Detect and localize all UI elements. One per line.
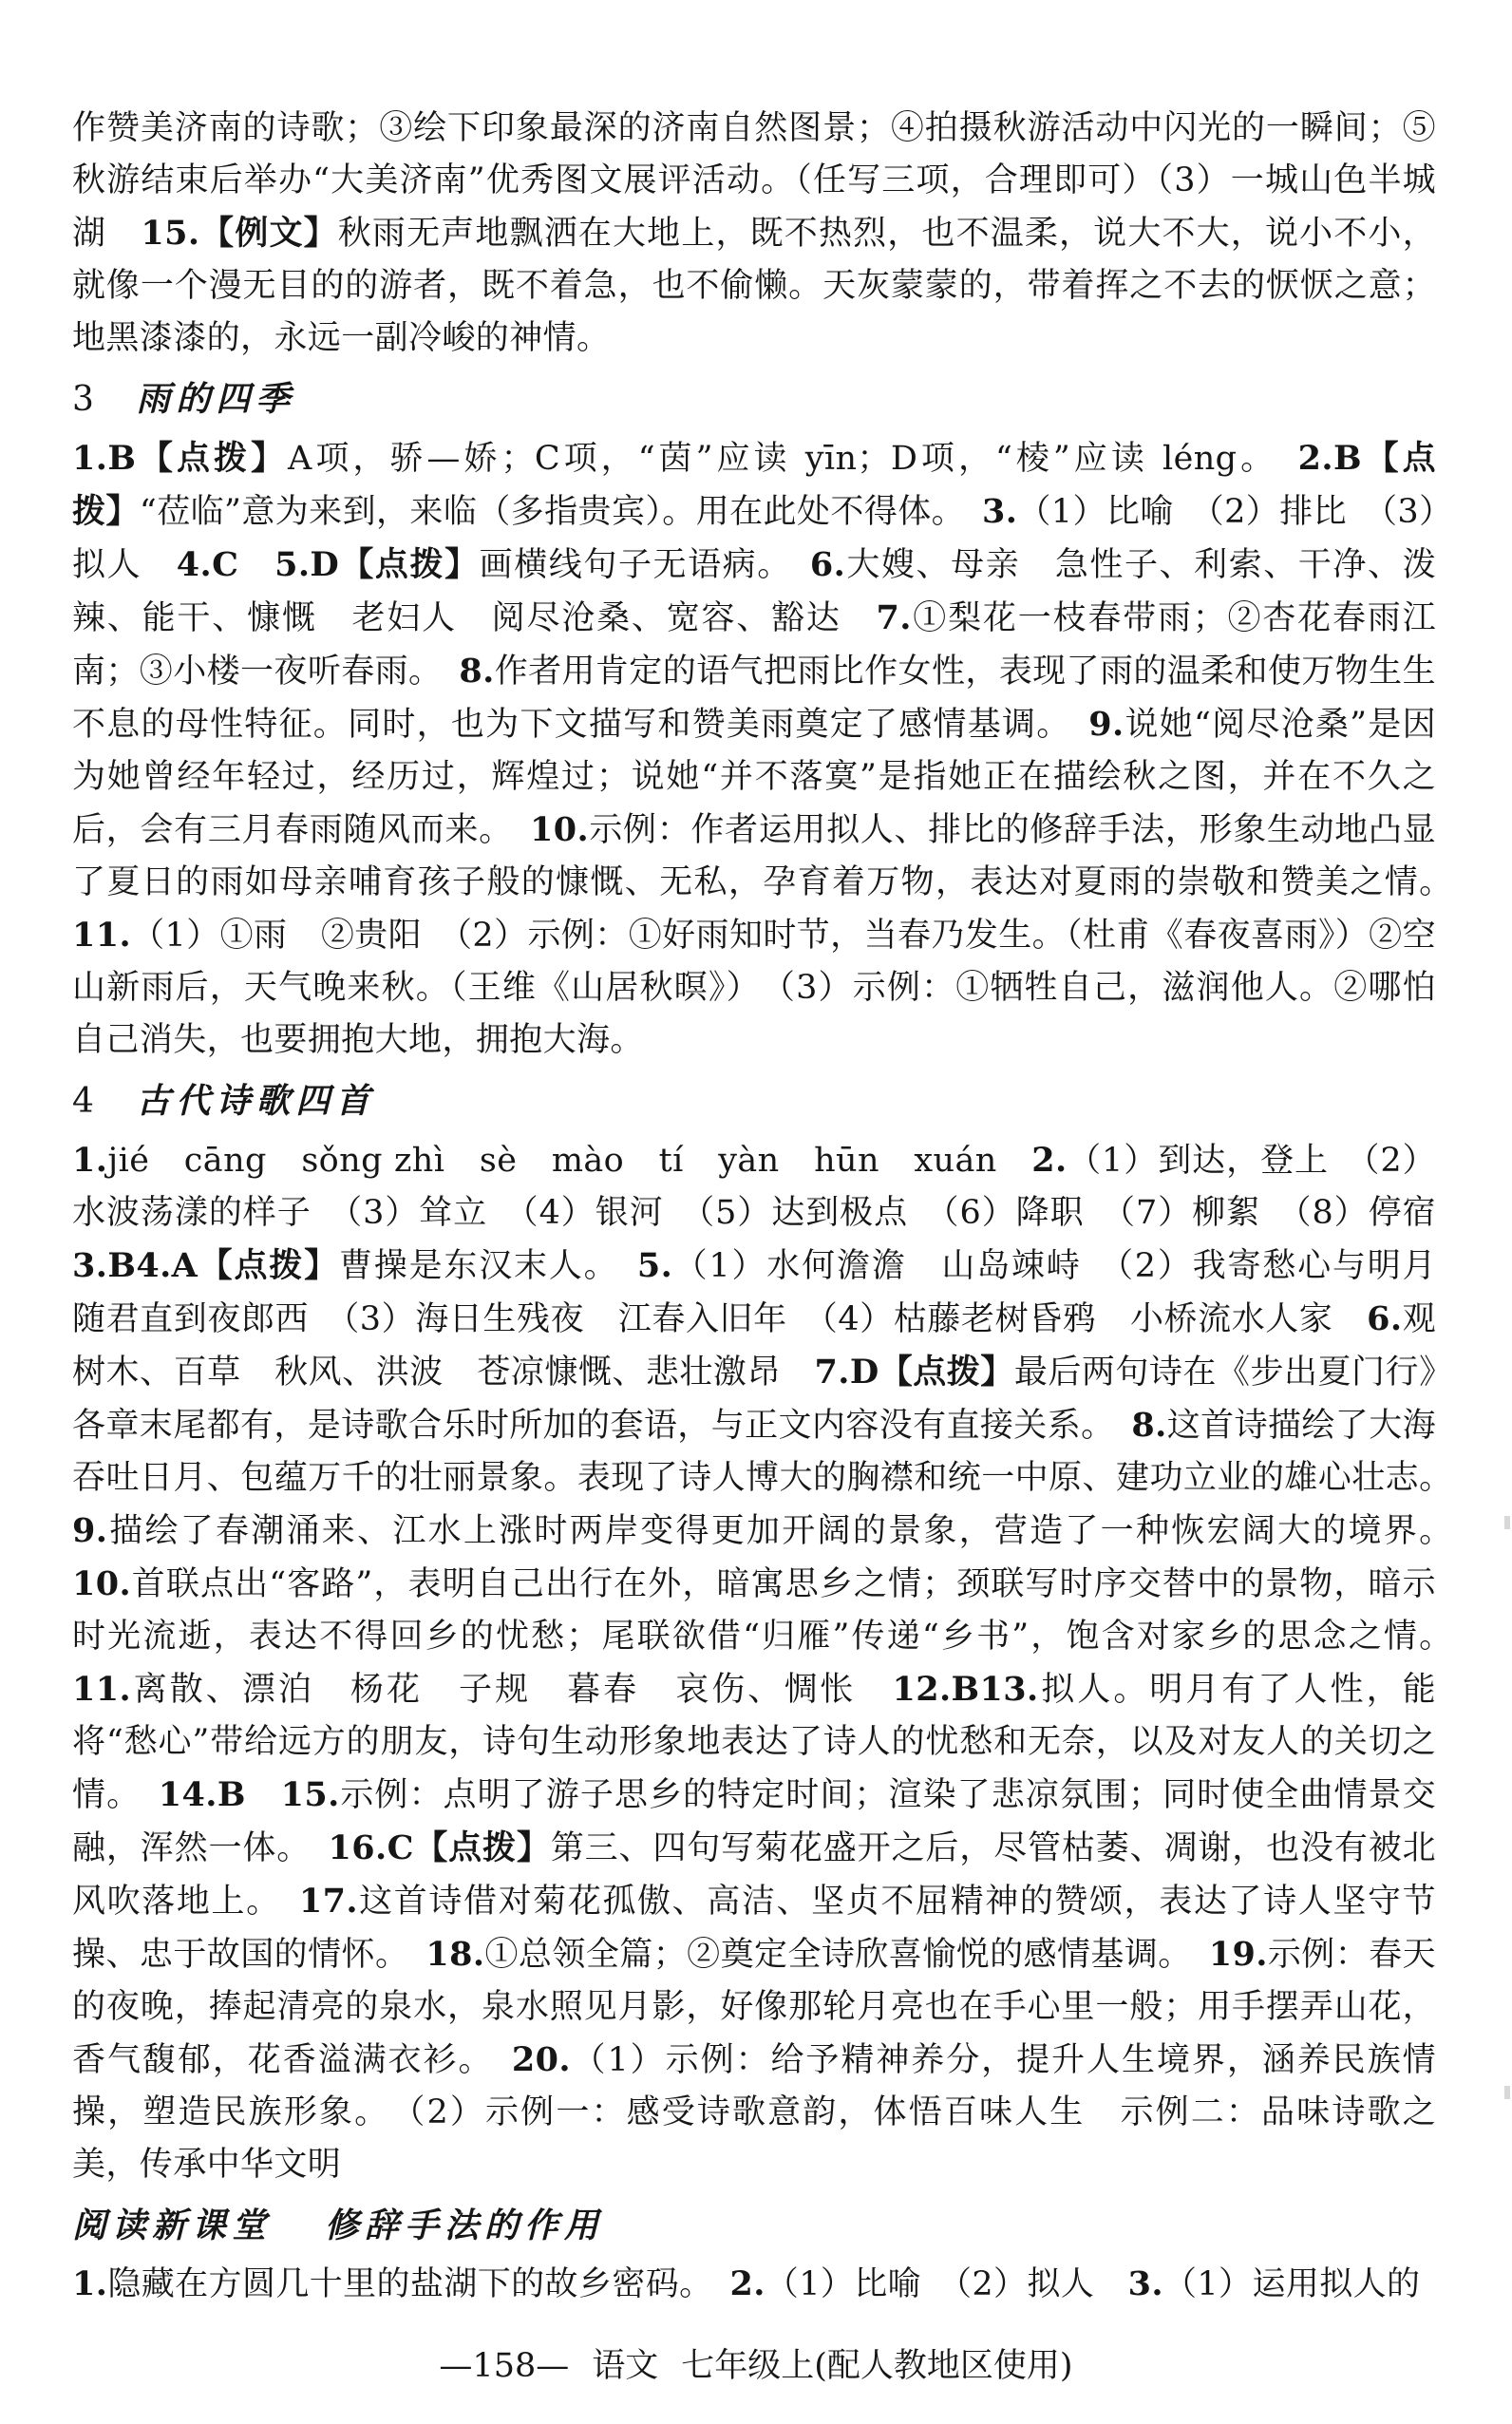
question-number: 14.B [158,1775,246,1814]
question-number: 8. [459,652,495,691]
reading-title-right: 修辞手法的作用 [325,2206,605,2245]
answer-text: 示例：点明了游子思乡的特定时间；渲染了悲凉氛围；同时使全曲情景交融，浑然一体。 [72,1776,1436,1867]
question-number: 10. [529,810,590,849]
answer-text: 第三、四句写菊花盛开之后，尽管枯萎、凋谢，也没有被北风吹落地上。 [72,1829,1437,1921]
question-number: 4.A [136,1246,198,1285]
question-number: 6. [1367,1299,1403,1338]
hint-tag: 【点拨】 [198,1246,339,1285]
answer-text: 最后两句诗在《步出夏门行》各章末尾都有，是诗歌合乐时所加的套语，与正文内容没有直接关系。 [72,1354,1436,1445]
answer-text: 拟人。明月有了人性，能将“愁心”带给远方的朋友，诗句生动形象地表达了诗人的忧愁和无奈，以及对友人的关切之情。 [72,1671,1437,1814]
question-number: 2. [729,2264,765,2303]
intro-paragraph [72,103,1436,365]
answer-text: 这首诗借对菊花孤傲、高洁、坚贞不屈精神的赞颂，表达了诗人坚守节操、忠于故国的情怀。 [72,1883,1436,1974]
answer-text: （1）①雨 ②贵阳 （2）示例：①好雨知时节，当春乃发生。（杜甫《春夜喜雨》）②空山新雨后，天气晚来秋。（王维《山居秋暝》） （3）示例：①牺牲自己，滋润他人。②哪怕自己消失，也要拥抱大地，拥抱大海。 [72,917,1436,1059]
question-number: 1.B [72,439,137,478]
answer-text: 曹操是东汉末人。 [338,1247,637,1285]
question-number: 3.B [72,1246,137,1285]
footer-subject: 语文 [592,2347,659,2385]
section-number: 3 [72,380,95,419]
answer-text: 描绘了春潮涌来、江水上涨时两岸变得更加开阔的景象，营造了一种恢宏阔大的境界。 [107,1512,1470,1550]
answer-text [238,546,274,584]
answer-text: 示例：春天的夜晚，捧起清亮的泉水，泉水照见月影，好像那轮月亮也在手心里一般；用手摆弄山花，香气馥郁，花香溢满衣衫。 [72,1936,1436,2079]
section-3-heading [72,372,1436,426]
answer-text: A项，骄—娇；C项，“茵”应读 yīn；D项，“棱”应读 léng。 [288,440,1298,478]
question-number: 7. [876,598,912,637]
answer-text: 离散、漂泊 杨花 子规 暮春 哀伤、惆怅 [131,1671,893,1709]
page-footer [0,2342,1512,2390]
question-number: 2.B [1297,439,1362,478]
answer-text: （1）运用拟人的 [1162,2265,1421,2303]
answer-text: 观 树木、百草 秋风、洪波 苍凉慷慨、悲壮激昂 [72,1300,1470,1392]
answer-text: （1）水何澹澹 山岛竦峙 （2）我寄愁心与明月 随君直到夜郎西 （3）海日生残夜 江春入旧年 （4）枯藤老树昏鸦 小桥流水人家 [72,1247,1470,1338]
question-number: 10. [72,1564,132,1603]
page-number: —158— [439,2347,570,2385]
question-number: 4.C [176,545,239,584]
question-number: 11. [72,1670,132,1709]
answer-text: 画横线句子无语病。 [479,546,810,584]
answer-text: 大嫂、母亲 急性子、利索、干净、泼辣、能干、慷慨 老妇人 阅尽沧桑、宽容、豁达 [72,546,1436,637]
answer-text: （1）到达，登上 （2）水波荡漾的样子 （3）耸立 （4）银河 （5）达到极点 （6）降职 （7）柳絮 （8）停宿 [72,1142,1470,1232]
answer-text: 隐藏在方圆几十里的盐湖下的故乡密码。 [107,2265,730,2303]
question-number: 7.D [814,1353,879,1392]
question-number: 16.C [328,1828,414,1867]
answer-text: 作者用肯定的语气把雨比作女性，表现了雨的温柔和使万物生生不息的母性特征。同时，也为下文描写和赞美雨奠定了感情基调。 [72,653,1436,744]
answer-text: （1）比喻 （2）拟人 [765,2265,1128,2303]
section-title: 古代诗歌四首 [136,1081,376,1121]
scan-edge-mark [1504,2086,1510,2099]
answer-text: （1）示例：给予精神养分，提升人生境界，涵养民族情操，塑造民族形象。 （2）示例一：感受诗歌意韵，体悟百味人生 示例二：品味诗歌之美，传承中华文明 [72,2041,1436,2184]
answer-text: 这首诗描绘了大海吞吐日月、包蕴万千的壮丽景象。表现了诗人博大的胸襟和统一中原、建功立业的雄心壮志。 [72,1407,1470,1497]
answer-text: ①梨花一枝春带雨；②杏花春雨江南；③小楼一夜听春雨。 [72,599,1436,691]
answer-text: “莅临”意为来到，来临（多指贵宾）。用在此处不得体。 [139,493,983,531]
question-number: 9. [72,1511,108,1550]
question-number: 12.B [892,1670,980,1709]
question-number: 15. [280,1775,340,1814]
question-number: 15.【例文】 [141,214,338,253]
footer-grade: 七年级上(配人教地区使用) [681,2347,1073,2385]
reading-section-heading [72,2199,1436,2252]
hint-tag: 【点拨】 [72,439,1436,531]
answer-text: 示例：作者运用拟人、排比的修辞手法，形象生动地凸显了夏日的雨如母亲哺育孩子般的慷慨、无私，孕育着万物，表达对夏雨的崇敬和赞美之情。 [72,811,1470,901]
section-3-answers [72,432,1470,1067]
question-number: 13. [979,1670,1039,1709]
scan-edge-mark [1504,1516,1510,1529]
hint-tag: 【点拨】 [339,545,480,584]
question-number: 11. [72,916,132,955]
question-number: 3. [982,492,1018,531]
question-number: 19. [1208,1935,1268,1974]
question-number: 5. [636,1246,673,1285]
section-number: 4 [72,1082,95,1121]
answer-body [72,103,1470,2311]
question-number: 1. [72,2264,108,2303]
reading-answers [72,2258,1436,2311]
question-number: 20. [511,2040,571,2079]
question-number: 9. [1088,705,1125,744]
question-number: 18. [425,1935,485,1974]
section-title: 雨的四季 [136,379,296,419]
answer-text: 说她“阅尽沧桑”是因为她曾经年轻过，经历过，辉煌过；说她“并不落寞”是指她正在描绘秋之图，并在不久之后，会有三月春雨随风而来。 [72,706,1436,849]
answer-text: （1）比喻 （2）排比 （3）拟人 [72,493,1436,584]
question-number: 1. [72,1141,108,1180]
answer-text: jié cāng sǒng zhì sè mào tí yàn hūn xuán [107,1142,1032,1180]
question-number: 3. [1127,2264,1163,2303]
hint-tag: 【点拨】 [879,1353,1014,1392]
question-number: 8. [1131,1406,1167,1445]
hint-tag: 【点拨】 [413,1828,551,1867]
question-number: 5.D [274,545,340,584]
answer-text [246,1776,281,1814]
question-number: 17. [298,1882,358,1921]
hint-tag: 【点拨】 [136,439,289,478]
answer-text: 秋雨无声地飘洒在大地上，既不热烈，也不温柔，说大不大，说小不小，就像一个漫无目的的游者，既不着急，也不偷懒。天灰蒙蒙的，带着挥之不去的恹恹之意；地黑漆漆的，永远一副冷峻的神情。 [72,215,1436,357]
question-number: 2. [1031,1141,1068,1180]
reading-title-left: 阅读新课堂 [72,2206,273,2245]
intro-text: 作赞美济南的诗歌；③绘下印象最深的济南自然图景；④拍摄秋游活动中闪光的一瞬间；⑤秋游结束后举办“大美济南”优秀图文展评活动。（任写三项，合理即可）（3）一城山色半城湖 [72,109,1436,253]
answer-text: ①总领全篇；②奠定全诗欣喜愉悦的感情基调。 [484,1936,1209,1974]
section-4-answers [72,1134,1470,2191]
section-4-heading [72,1074,1436,1128]
answer-text: 首联点出“客路”，表明自己出行在外，暗寓思乡之情；颈联写时序交替中的景物，暗示时光流逝，表达不得回乡的忧愁；尾联欲借“归雁”传递“乡书”，饱含对家乡的思念之情。 [72,1565,1470,1656]
question-number: 6. [809,545,846,584]
